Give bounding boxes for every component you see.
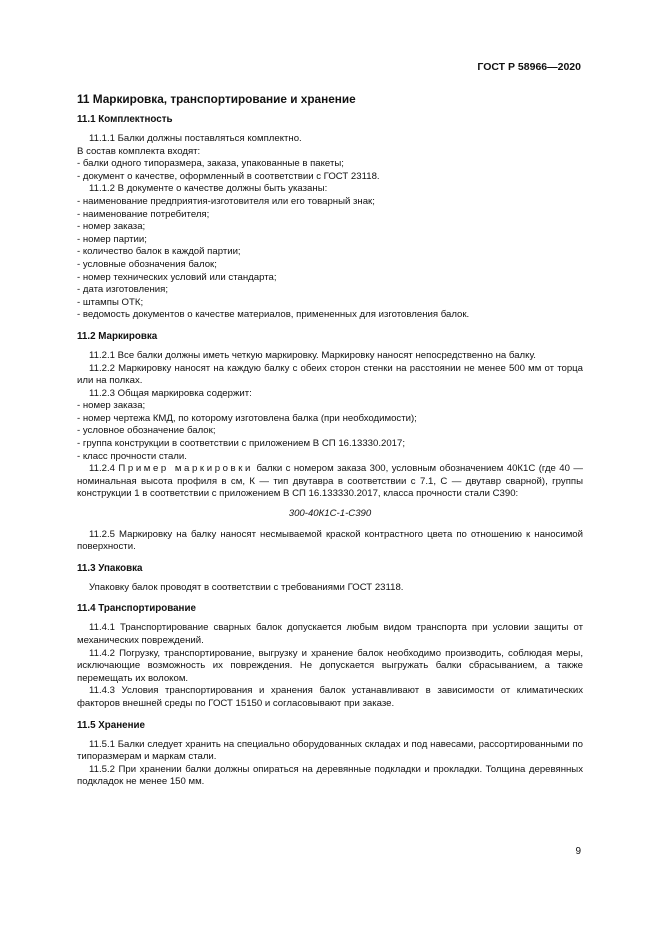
para-11-4-2: 11.4.2 Погрузку, транспортирование, выгрузку и хранение балок необходимо производить, соблюдая меры, исключающие возможность их повреждения. Не допускается выгружать балки сбрасыванием, а также перемещать их волоком. [77, 647, 583, 684]
para-11-2-1: 11.2.1 Все балки должны иметь четкую маркировку. Маркировку наносят непосредственно на балку. [89, 349, 536, 361]
subsection-title-11-1: 11.1 Комплектность [77, 114, 173, 125]
para-11-2-4 [77, 463, 583, 501]
para-11-1-2: 11.1.2 В документе о качестве должны быть указаны: [89, 183, 328, 195]
para-11-1-1: 11.1.1 Балки должны поставляться комплектно. [89, 133, 302, 144]
list-line: - наименование предприятия-изготовителя или его товарный знак; [77, 195, 375, 207]
list-line: - номер чертежа КМД, по которому изготовлена балка (при необходимости); [77, 412, 417, 424]
list-line: - группа конструкции в соответствии с приложением В СП 16.13330.2017; [77, 438, 406, 450]
document-code: ГОСТ Р 58966—2020 [477, 61, 581, 73]
example-label: Пример маркировки [118, 463, 254, 475]
example-text: балки с номером заказа 300, условным обозначением 40К1С (где 40 — номинальная высота профиля в см, К — тип двутавра в соответствии с 7.1, С — двутавр сварной), группы конструкции 1 в соответствии с приложением В СП 16.133330.2017, класса прочности стали С390: [77, 463, 583, 500]
list-line: - документ о качестве, оформленный в соответствии с ГОСТ 23118. [77, 170, 380, 182]
subsection-title-11-4: 11.4 Транспортирование [77, 603, 196, 615]
list-line: - номер технических условий или стандарта; [77, 271, 277, 283]
list-line: - балки одного типоразмера, заказа, упакованные в пакеты; [77, 158, 344, 170]
para-number: 11.2.4 [89, 463, 115, 475]
list-line: - класс прочности стали. [77, 450, 187, 462]
para-11-4-3: 11.4.3 Условия транспортирования и хранения балок устанавливают в зависимости от климатических факторов внешней среды по ГОСТ 15150 и согласовывают при заказе. [77, 685, 583, 709]
para-11-2-2: 11.2.2 Маркировку наносят на каждую балку с обеих сторон стенки на расстоянии не менее 500 мм от торца или на полках. [77, 362, 583, 387]
para-11-4-1: 11.4.1 Транспортирование сварных балок допускается любым видом транспорта при условии защиты от механических повреждений. [77, 622, 583, 646]
document-body [77, 92, 583, 789]
list-line: - дата изготовления; [77, 284, 168, 296]
section-title: 11 Маркировка, транспортирование и хранение [77, 92, 356, 106]
list-line: - номер партии; [77, 233, 147, 245]
subsection-title-11-2: 11.2 Маркировка [77, 330, 158, 342]
para-11-5-1: 11.5.1 Балки следует хранить на специально оборудованных складах и под навесами, рассортированными по типоразмерам и маркам стали. [77, 738, 583, 763]
para-11-2-5: 11.2.5 Маркировку на балку наносят несмываемой краской контрастного цвета по отношению к наносимой поверхности. [77, 528, 583, 553]
list-line: - номер заказа; [77, 221, 146, 233]
subsection-title-11-3: 11.3 Упаковка [77, 562, 143, 574]
list-line: - условное обозначение балок; [77, 425, 216, 437]
list-line: - количество балок в каждой партии; [77, 246, 241, 258]
list-line: - штампы ОТК; [77, 296, 144, 308]
list-line: - номер заказа; [77, 400, 146, 412]
list-line: - наименование потребителя; [77, 208, 210, 220]
marking-formula: 300-40К1С-1-С390 [288, 508, 372, 520]
list-line: В состав комплекта входят: [77, 145, 201, 157]
list-line: - условные обозначения балок; [77, 258, 217, 270]
para-11-3: Упаковку балок проводят в соответствии с требованиями ГОСТ 23118. [89, 581, 404, 593]
list-line: - ведомость документов о качестве материалов, примененных для изготовления балок. [77, 309, 470, 321]
page-number: 9 [575, 846, 581, 857]
para-11-5-2: 11.5.2 При хранении балки должны опираться на деревянные подкладки и прокладки. Толщина деревянных подкладок не менее 150 мм. [77, 763, 583, 788]
para-11-2-3: 11.2.3 Общая маркировка содержит: [89, 387, 252, 399]
subsection-title-11-5: 11.5 Хранение [77, 719, 145, 731]
